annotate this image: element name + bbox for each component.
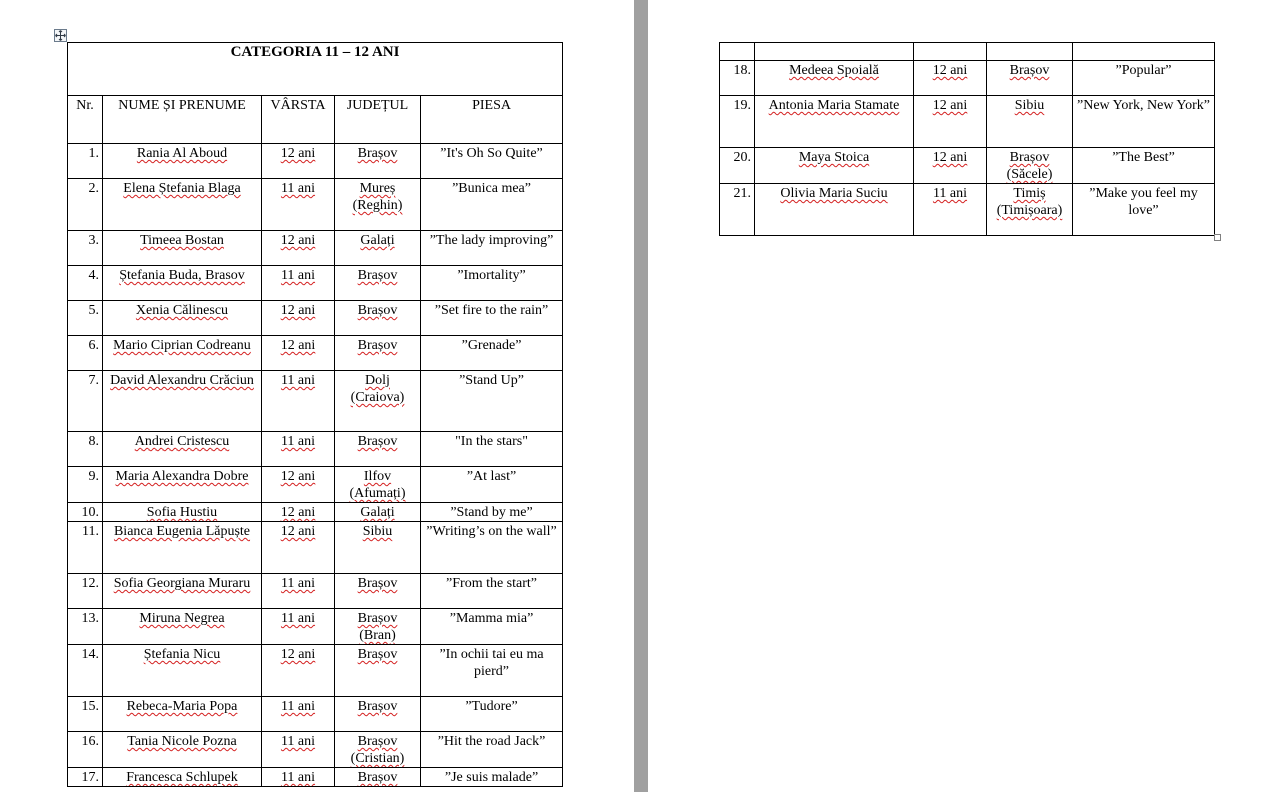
- participant-age: 12 ani: [262, 231, 335, 266]
- participant-name: Medeea Spoială: [755, 61, 914, 96]
- table-row: [68, 732, 563, 768]
- song-title: ”Imortality”: [421, 266, 563, 301]
- participant-name: Francesca Schlupek: [103, 768, 262, 787]
- row-number: 2.: [68, 179, 103, 231]
- participant-county: Brașov (Cristian): [335, 732, 421, 768]
- participant-name: Xenia Călinescu: [103, 301, 262, 336]
- table-row: [720, 61, 1215, 96]
- participant-age: 11 ani: [262, 432, 335, 467]
- participant-county: Brașov: [987, 61, 1073, 96]
- participant-name: Rebeca-Maria Popa: [103, 697, 262, 732]
- participant-age: 12 ani: [262, 336, 335, 371]
- participant-age: 12 ani: [914, 148, 987, 184]
- table-row: [68, 503, 563, 522]
- row-number: 10.: [68, 503, 103, 522]
- song-title: ”Tudore”: [421, 697, 563, 732]
- participant-name: Tania Nicole Pozna: [103, 732, 262, 768]
- song-title: ”It's Oh So Quite”: [421, 144, 563, 179]
- song-title: ”Stand Up”: [421, 371, 563, 432]
- row-number: 19.: [720, 96, 755, 148]
- participant-county: Galați: [335, 231, 421, 266]
- song-title: "In the stars": [421, 432, 563, 467]
- row-number: 14.: [68, 645, 103, 697]
- table-row: [68, 768, 563, 787]
- participant-age: 11 ani: [914, 184, 987, 236]
- participant-name: Timeea Bostan: [103, 231, 262, 266]
- song-title: ”Popular”: [1073, 61, 1215, 96]
- row-number: 18.: [720, 61, 755, 96]
- participant-age: 12 ani: [262, 301, 335, 336]
- participant-age: 11 ani: [262, 266, 335, 301]
- participant-county: Brașov: [335, 432, 421, 467]
- table-body: [68, 144, 563, 787]
- table-row: [720, 96, 1215, 148]
- row-number: 12.: [68, 574, 103, 609]
- row-number: 9.: [68, 467, 103, 503]
- row-number: 7.: [68, 371, 103, 432]
- participant-name: Miruna Negrea: [103, 609, 262, 645]
- participant-county: Brașov: [335, 697, 421, 732]
- participant-name: Andrei Cristescu: [103, 432, 262, 467]
- participant-county: Brașov: [335, 301, 421, 336]
- participant-county: Brașov: [335, 768, 421, 787]
- row-number: 1.: [68, 144, 103, 179]
- table-row: [68, 336, 563, 371]
- table-title: CATEGORIA 11 – 12 ANI: [68, 43, 563, 96]
- participant-name: Sofia Hustiu: [103, 503, 262, 522]
- song-title: ”Grenade”: [421, 336, 563, 371]
- song-title: ”From the start”: [421, 574, 563, 609]
- song-title: ”The Best”: [1073, 148, 1215, 184]
- empty-cell: [987, 43, 1073, 61]
- table-row: [68, 522, 563, 574]
- participant-county: Sibiu: [335, 522, 421, 574]
- row-number: 13.: [68, 609, 103, 645]
- participant-age: 11 ani: [262, 732, 335, 768]
- empty-cell: [720, 43, 755, 61]
- empty-cell: [914, 43, 987, 61]
- empty-cell: [1073, 43, 1215, 61]
- participant-county: Brașov (Săcele): [987, 148, 1073, 184]
- table-row: [68, 371, 563, 432]
- participant-age: 12 ani: [262, 144, 335, 179]
- participant-name: Mario Ciprian Codreanu: [103, 336, 262, 371]
- table-row: [68, 144, 563, 179]
- participant-age: 11 ani: [262, 574, 335, 609]
- participants-table-2: [719, 42, 1215, 236]
- header-county: JUDEȚUL: [335, 96, 421, 144]
- participant-name: Bianca Eugenia Lăpuște: [103, 522, 262, 574]
- participant-name: Ștefania Buda, Brasov: [103, 266, 262, 301]
- participant-county: Timiș (Timișoara): [987, 184, 1073, 236]
- row-number: 5.: [68, 301, 103, 336]
- song-title: ”Stand by me”: [421, 503, 563, 522]
- table-resize-handle[interactable]: [1214, 234, 1221, 241]
- title-row: [68, 43, 563, 96]
- table-row: [68, 697, 563, 732]
- song-title: ”Hit the road Jack”: [421, 732, 563, 768]
- table-body: [720, 61, 1215, 236]
- header-name: NUME ȘI PRENUME: [103, 96, 262, 144]
- empty-cell: [755, 43, 914, 61]
- table-row: [68, 574, 563, 609]
- song-title: ”New York, New York”: [1073, 96, 1215, 148]
- participant-name: Sofia Georgiana Muraru: [103, 574, 262, 609]
- song-title: ”Set fire to the rain”: [421, 301, 563, 336]
- participant-county: Brașov: [335, 645, 421, 697]
- header-age: VÂRSTA: [262, 96, 335, 144]
- participant-age: 11 ani: [262, 697, 335, 732]
- participant-name: David Alexandru Crăciun: [103, 371, 262, 432]
- participant-county: Brașov (Bran): [335, 609, 421, 645]
- header-row: [68, 96, 563, 144]
- row-number: 3.: [68, 231, 103, 266]
- header-nr: Nr.: [68, 96, 103, 144]
- song-title: ”Writing’s on the wall”: [421, 522, 563, 574]
- row-number: 15.: [68, 697, 103, 732]
- participant-age: 11 ani: [262, 609, 335, 645]
- song-title: ”At last”: [421, 467, 563, 503]
- participant-county: Brașov: [335, 144, 421, 179]
- row-number: 8.: [68, 432, 103, 467]
- table-move-handle-icon[interactable]: [54, 29, 67, 42]
- participant-age: 12 ani: [262, 645, 335, 697]
- song-title: ”Je suis malade”: [421, 768, 563, 787]
- participant-county: Brașov: [335, 266, 421, 301]
- song-title: ”Bunica mea”: [421, 179, 563, 231]
- empty-header-row: [720, 43, 1215, 61]
- participant-county: Brașov: [335, 336, 421, 371]
- participant-county: Dolj (Craiova): [335, 371, 421, 432]
- participant-age: 12 ani: [914, 96, 987, 148]
- table-row: [68, 266, 563, 301]
- row-number: 20.: [720, 148, 755, 184]
- table-row: [720, 148, 1215, 184]
- row-number: 16.: [68, 732, 103, 768]
- table-row: [68, 432, 563, 467]
- participant-county: Ilfov (Afumați): [335, 467, 421, 503]
- participant-age: 11 ani: [262, 768, 335, 787]
- table-row: [68, 301, 563, 336]
- participants-table-1: [67, 42, 563, 787]
- participant-county: Mureș (Reghin): [335, 179, 421, 231]
- row-number: 11.: [68, 522, 103, 574]
- row-number: 21.: [720, 184, 755, 236]
- participant-name: Rania Al Aboud: [103, 144, 262, 179]
- header-piece: PIESA: [421, 96, 563, 144]
- table-row: [68, 467, 563, 503]
- participant-name: Ștefania Nicu: [103, 645, 262, 697]
- participant-name: Antonia Maria Stamate: [755, 96, 914, 148]
- song-title: ”Mamma mia”: [421, 609, 563, 645]
- participant-age: 11 ani: [262, 179, 335, 231]
- participant-age: 12 ani: [262, 522, 335, 574]
- song-title: ”Make you feel my love”: [1073, 184, 1215, 236]
- table-row: [68, 609, 563, 645]
- participant-age: 12 ani: [262, 503, 335, 522]
- table-row: [68, 645, 563, 697]
- participant-age: 12 ani: [914, 61, 987, 96]
- row-number: 17.: [68, 768, 103, 787]
- participant-name: Maria Alexandra Dobre: [103, 467, 262, 503]
- participant-age: 12 ani: [262, 467, 335, 503]
- table-row: [720, 184, 1215, 236]
- participant-name: Maya Stoica: [755, 148, 914, 184]
- row-number: 4.: [68, 266, 103, 301]
- participant-age: 11 ani: [262, 371, 335, 432]
- song-title: ”In ochii tai eu ma pierd”: [421, 645, 563, 697]
- participant-county: Galați: [335, 503, 421, 522]
- participant-county: Sibiu: [987, 96, 1073, 148]
- song-title: ”The lady improving”: [421, 231, 563, 266]
- participant-name: Elena Ștefania Blaga: [103, 179, 262, 231]
- table-row: [68, 179, 563, 231]
- participant-name: Olivia Maria Suciu: [755, 184, 914, 236]
- page-separator: [634, 0, 648, 792]
- row-number: 6.: [68, 336, 103, 371]
- participant-county: Brașov: [335, 574, 421, 609]
- table-row: [68, 231, 563, 266]
